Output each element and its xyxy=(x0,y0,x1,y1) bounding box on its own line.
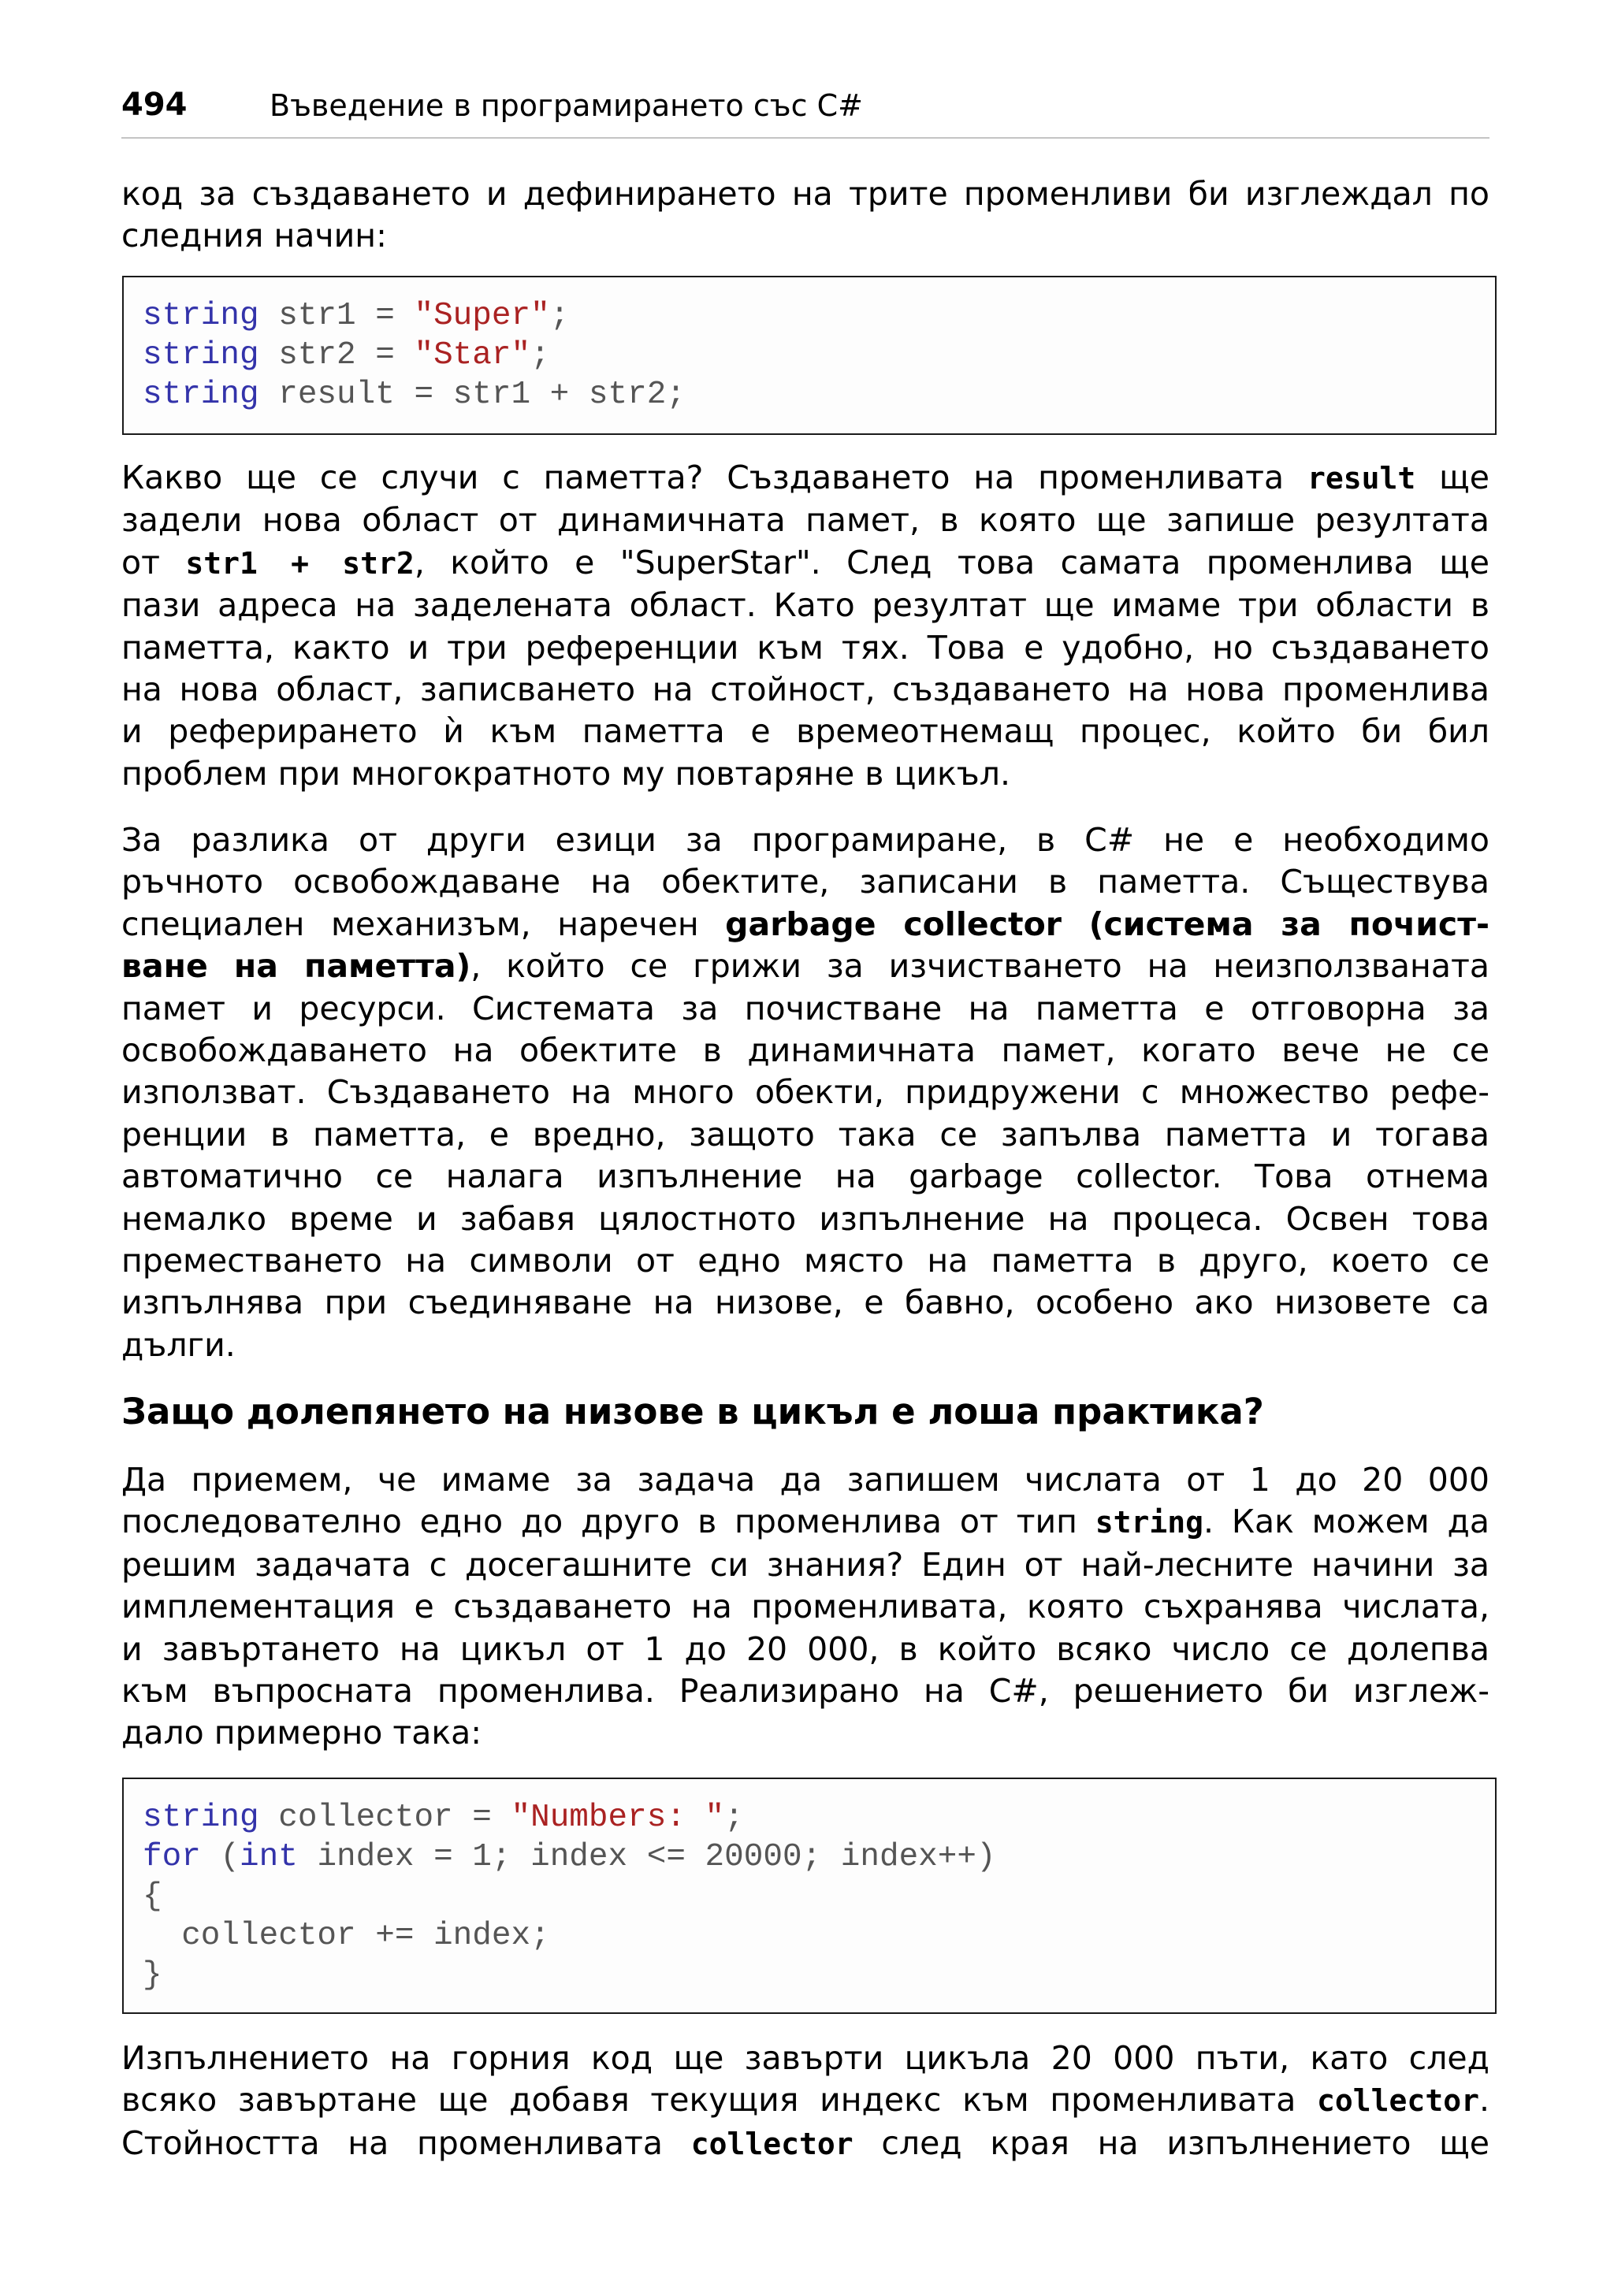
text-line: дълги. xyxy=(121,1325,236,1364)
paragraph-execution xyxy=(121,2038,1489,2165)
paragraph-memory xyxy=(121,457,1489,795)
code-line: string str2 = "Star"; xyxy=(143,337,550,373)
text-line: към въпросната променлива. Реализирано на C#, решението би изглеж- xyxy=(121,1672,1489,1711)
text-line: За разлика от други езици за програмиране, в C# не е необходимо xyxy=(121,821,1489,859)
text-line: Какво ще се случи с паметта? Създаването на променливата result ще xyxy=(121,459,1489,496)
paragraph-task xyxy=(121,1459,1489,1755)
inline-code: collector xyxy=(1317,2083,1479,2119)
code-keyword: string xyxy=(143,377,259,413)
code-line: { xyxy=(143,1878,162,1915)
text-line: автоматично се налага изпълнение на garbage collector. Това отнема xyxy=(121,1157,1489,1196)
text-line: последователно едно до друго в променлива от тип string. Как можем да xyxy=(121,1503,1489,1541)
code-line: string str1 = "Super"; xyxy=(143,298,570,334)
text-line: проблем при многократното му повтаряне в цикъл. xyxy=(121,754,1011,793)
code-line: string collector = "Numbers: "; xyxy=(143,1800,744,1836)
book-title: Въведение в програмирането със C# xyxy=(270,88,863,123)
inline-code: string xyxy=(1095,1505,1204,1540)
paragraph-garbage-collector xyxy=(121,819,1489,1366)
text-line: имплементация е създаването на променливата, която съхранява числата, xyxy=(121,1588,1489,1626)
code-string: "Numbers: " xyxy=(511,1800,725,1836)
text-line: код за създаването и дефинирането на трите променливи би изглеждал по xyxy=(121,175,1489,213)
text-line: и завъртането на цикъл от 1 до 20 000, в който всяко число се долепва xyxy=(121,1629,1489,1668)
text-line: всяко завъртане ще добавя текущия индекс към променливата collector. xyxy=(121,2081,1489,2120)
text-line: изпълнява при съединяване на низове, е бавно, особено ако низовете са xyxy=(121,1284,1489,1322)
bold-term: ване на паметта) xyxy=(121,947,471,986)
text-line: Стойността на променливата collector след края на изпълнението ще xyxy=(121,2123,1490,2162)
section-heading: Защо долепянето на низове в цикъл е лоша практика? xyxy=(121,1391,1264,1432)
text-line: ренции в паметта, е вредно, защото така се запълва паметта и тогава xyxy=(121,1115,1489,1154)
text-line: немалко време и забавя цялостното изпълнение на процеса. Освен това xyxy=(121,1199,1489,1238)
text-line: Да приемем, че имаме за задача да запишем числата от 1 до 20 000 xyxy=(121,1461,1489,1499)
text-line: ване на паметта), който се грижи за изчистването на неизползваната xyxy=(121,947,1489,986)
bold-term: garbage collector (система за почист- xyxy=(725,905,1490,943)
page-number: 494 xyxy=(121,87,188,123)
text-line: на нова област, записването на стойност, създаването на нова променлива xyxy=(121,671,1489,709)
text-line: и реферирането ѝ към паметта е времеотнемащ процес, който би бил xyxy=(121,712,1489,751)
text-line: Изпълнението на горния код ще завърти цикъла 20 000 пъти, като след xyxy=(121,2039,1489,2077)
text-line: преместването на символи от едно място на паметта в друго, което се xyxy=(121,1242,1489,1280)
code-keyword: string xyxy=(143,1800,259,1836)
code-block-loop xyxy=(122,1778,1497,2014)
text-line: дало примерно така: xyxy=(121,1714,482,1752)
text-line: ръчното освобождаване на обектите, записани в паметта. Съществува xyxy=(121,863,1489,901)
intro-paragraph xyxy=(121,173,1489,258)
inline-code: collector xyxy=(690,2126,853,2161)
text-line: от str1 + str2, който е "SuperStar". След това самата променлива ще xyxy=(121,543,1489,581)
running-header xyxy=(121,80,1489,139)
text-line: памет и ресурси. Системата за почистване на паметта е отговорна за xyxy=(121,989,1489,1027)
code-keyword: for xyxy=(143,1839,201,1875)
text-line: паметта, както и три референции към тях. Това е удобно, но създаването xyxy=(121,628,1489,667)
text-line: пази адреса на заделената област. Като резултат ще имаме три области в xyxy=(121,586,1489,625)
text-line: следния начин: xyxy=(121,217,387,255)
text-line: специален механизъм, наречен garbage collector (система за почист- xyxy=(121,905,1490,943)
code-line: collector += index; xyxy=(143,1918,550,1954)
code-keyword: int xyxy=(240,1839,298,1875)
code-keyword: string xyxy=(143,337,259,373)
inline-code: str1 + str2 xyxy=(185,545,415,581)
code-string: "Star" xyxy=(414,337,531,373)
code-line: for (int index = 1; index <= 20000; index++) xyxy=(143,1839,996,1875)
inline-code: result xyxy=(1307,461,1416,496)
text-line: решим задачата с досегашните си знания? Един от най-лесните начини за xyxy=(121,1545,1489,1584)
code-line: string result = str1 + str2; xyxy=(143,377,686,413)
text-line: задели нова област от динамичната памет, в която ще запише резултата xyxy=(121,501,1489,540)
code-keyword: string xyxy=(143,298,259,334)
text-line: освобождаването на обектите в динамичната памет, когато вече не се xyxy=(121,1031,1489,1070)
code-block-strings xyxy=(122,276,1497,435)
code-line: } xyxy=(143,1957,162,1993)
text-line: използват. Създаването на много обекти, придружени с множество рефе- xyxy=(121,1073,1489,1112)
code-string: "Super" xyxy=(414,298,550,334)
